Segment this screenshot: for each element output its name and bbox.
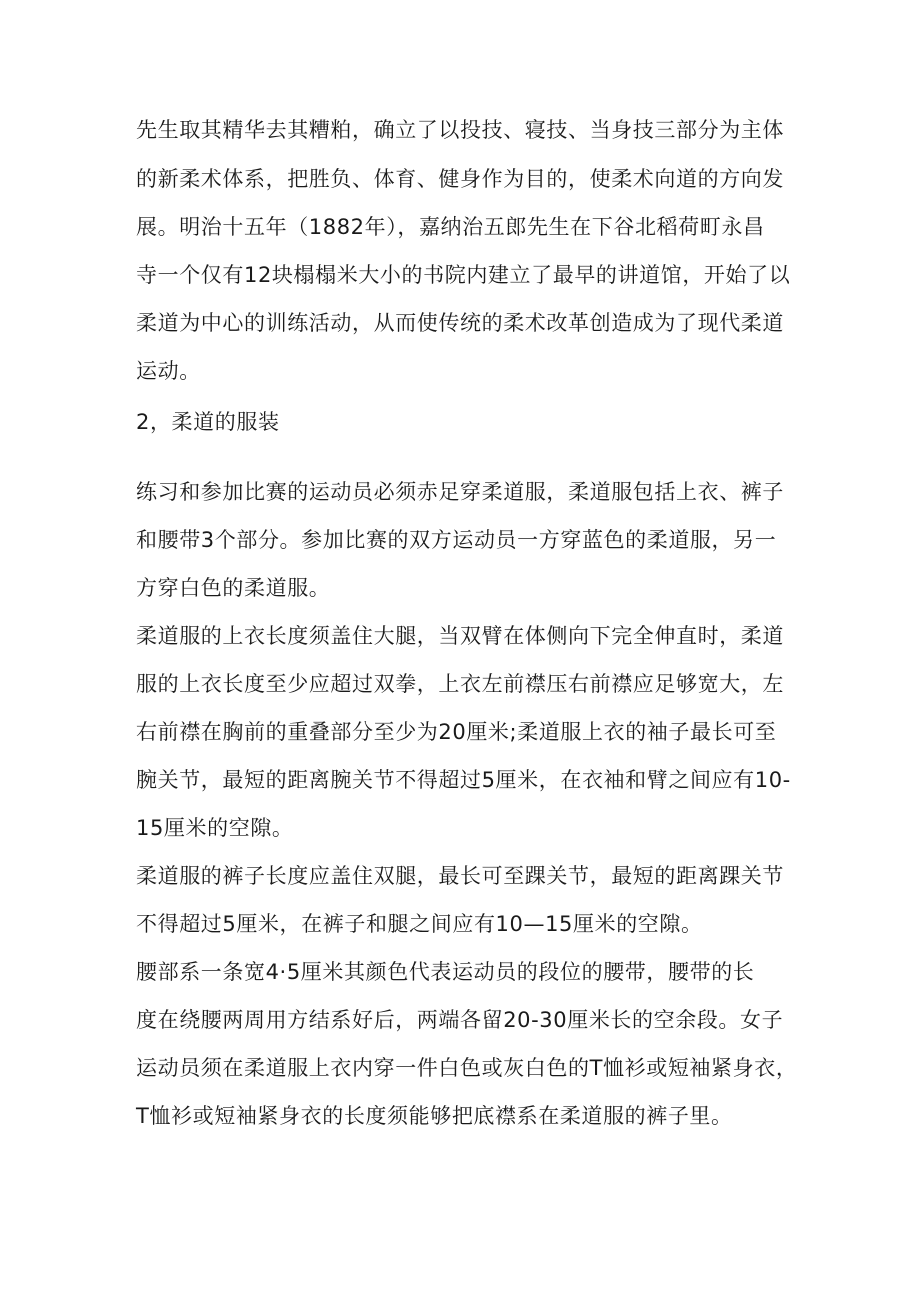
text-line: 的新柔术体系，把胜负、体育、健身作为目的，使柔术向道的方向发 <box>136 167 784 191</box>
text-line: 服的上衣长度至少应超过双拳，上衣左前襟压右前襟应足够宽大，左 <box>136 672 784 696</box>
text-line: 练习和参加比赛的运动员必须赤足穿柔道服，柔道服包括上衣、裤子 <box>136 480 784 504</box>
text-line: 展。明治十五年（1882年），嘉纳治五郎先生在下谷北稻荷町永昌 <box>136 215 765 239</box>
text-line: 度在绕腰两周用方结系好后，两端各留20-30厘米长的空余段。女子 <box>136 1008 784 1032</box>
text-line: 运动。 <box>136 359 201 383</box>
text-line: 柔道为中心的训练活动，从而使传统的柔术改革创造成为了现代柔道 <box>136 311 784 335</box>
text-line: 先生取其精华去其糟粕，确立了以投技、寝技、当身技三部分为主体 <box>136 118 784 142</box>
text-line: 右前襟在胸前的重叠部分至少为20厘米;柔道服上衣的袖子最长可至 <box>136 720 777 744</box>
text-line: 运动员须在柔道服上衣内穿一件白色或灰白色的T恤衫或短袖紧身衣， <box>136 1056 798 1080</box>
text-line: T恤衫或短袖紧身衣的长度须能够把底襟系在柔道服的裤子里。 <box>136 1104 733 1128</box>
text-line: 柔道服的裤子长度应盖住双腿，最长可至踝关节，最短的距离踝关节 <box>136 864 784 888</box>
text-line: 柔道服的上衣长度须盖住大腿，当双臂在体侧向下完全伸直时，柔道 <box>136 624 784 648</box>
text-line: 不得超过5厘米，在裤子和腿之间应有10—15厘米的空隙。 <box>136 912 703 936</box>
text-line: 腕关节，最短的距离腕关节不得超过5厘米，在衣袖和臂之间应有10- <box>136 768 791 792</box>
section-heading: 2，柔道的服装 <box>136 410 280 434</box>
text-line: 15厘米的空隙。 <box>136 816 294 840</box>
text-line: 方穿白色的柔道服。 <box>136 576 331 600</box>
text-line: 寺一个仅有12块榻榻米大小的书院内建立了最早的讲道馆，开始了以 <box>136 263 791 287</box>
text-line: 和腰带3个部分。参加比赛的双方运动员一方穿蓝色的柔道服，另一 <box>136 528 777 552</box>
text-line: 腰部系一条宽4·5厘米其颜色代表运动员的段位的腰带，腰带的长 <box>136 960 755 984</box>
